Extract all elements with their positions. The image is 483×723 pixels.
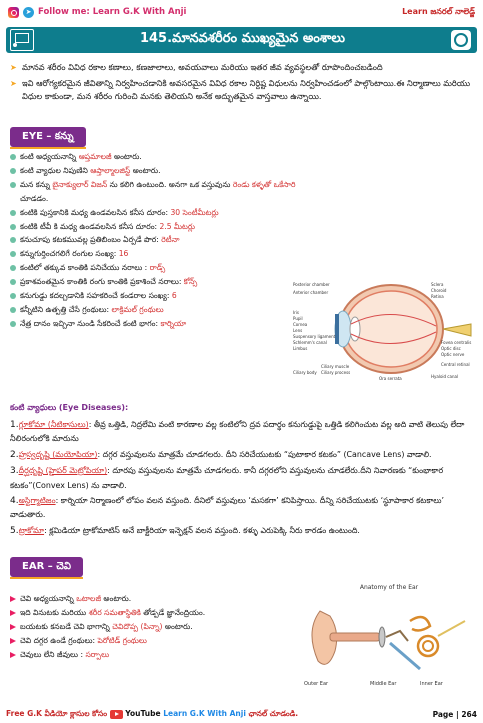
- svg-text:Optic nerve: Optic nerve: [441, 352, 465, 357]
- header-right-text: Learn జనరల్ నాలెడ్జ్: [402, 6, 475, 16]
- disease-item: 4.అస్టిగ్మాటిజం: కార్నియా నిర్మాణంలో లోపం వలన వస్తుంది. దీనిలో వస్తువులు ‘మసకగా’ కనిపిస్తాయి. దీన్ని సరిచేయుటకు ‘స్థూపాకార కటకాలు’ వాడుతారు.: [10, 496, 445, 520]
- ear-section-heading: EAR – చెవి: [10, 557, 83, 577]
- intro-paragraph: ➤ ఇవి ఆరోగ్యకరమైన జీవితాన్ని నిర్వహించడానికి అవసరమైన వివిధ రకాల నిర్దిష్ట విధులను నిర్వహించడంలో పాల్గొంటాయి.ఈ నిర్మాణాలు మరియు విధుల కాకుండా, మన శరీరం గురించి మనకు తెలియని అనేక అద్భుతమైన వాస్తవాలు ఉన్నాయి.: [10, 77, 476, 104]
- follow-banner: [8, 7, 186, 18]
- ear-diagram-title: Anatomy of the Ear: [359, 584, 419, 591]
- svg-text:Fovea centralis: Fovea centralis: [441, 340, 472, 345]
- svg-text:Ciliary process: Ciliary process: [321, 370, 351, 375]
- list-item: కనుగుడ్డు కదల్చడానికి సహకరించే కండరాల సంఖ్య: 6: [10, 289, 310, 303]
- disease-item: 2.హ్రస్వదృష్టి (మయోపియా): దగ్గర వస్తువులను మాత్రమే చూడగలరు. దీని సరిచేయుటకు “పుటాకార కటకం” (Cancave Lens) వాడాలి.: [10, 449, 432, 460]
- eye-diseases-heading: కంటి వ్యాధులు (Eye Diseases):: [10, 403, 129, 412]
- disease-item: 5.ట్రాకోమా: క్లమిడియా ట్రాకోమాటిస్ అనే బాక్టీరియా ఇన్ఫెక్షన్ వలన వస్తుంది. కళ్ళు ఎరుపెక్కి నీరు కారడం ఉంటుంది.: [10, 525, 360, 536]
- list-item: కంటికి పుస్తకానికి మధ్య ఉండవలసిన కనీస దూరం: 30 సెంటీమీటర్లు: [10, 206, 310, 220]
- page-number: Page | 264: [432, 710, 477, 719]
- list-item: బయటకు కనబడే చెవి భాగాన్ని చెవిదొప్ప (పిన్నా) అంటారు.: [10, 620, 300, 634]
- ear-anatomy-diagram: [300, 584, 478, 692]
- title-bar: [6, 27, 477, 53]
- svg-text:Central retinal: Central retinal: [441, 362, 470, 367]
- teacher-board-icon: [10, 29, 34, 51]
- list-item: చెవి అధ్యయనాన్ని ఒటాలజీ అంటారు.: [10, 592, 300, 606]
- svg-text:Limbus: Limbus: [293, 346, 308, 351]
- list-item: కంటి వ్యాధుల నిపుణిని ఆప్తాల్మాలజిస్ట్ అంటారు.: [10, 164, 310, 178]
- svg-text:Iris: Iris: [293, 310, 300, 315]
- svg-text:Schlemm's canal: Schlemm's canal: [293, 340, 327, 345]
- list-item: ప్రకాశవంతమైన కాంతికి రంగు కాంతికి ప్రకాశించే నరాలు: కోన్స్: [10, 275, 310, 289]
- eye-facts-list: [10, 150, 310, 331]
- page-title: 145.మానవశరీరం ముఖ్యమైన అంశాలు: [139, 31, 346, 46]
- svg-text:Ciliary muscle: Ciliary muscle: [321, 364, 350, 369]
- svg-text:Hyaloid canal: Hyaloid canal: [431, 374, 459, 379]
- list-item: చెవి దగ్గర ఉండే గ్రంథులు: పెరోటిడ్ గ్రంథులు: [10, 634, 300, 648]
- top-bar: [0, 0, 483, 24]
- svg-text:Posterior chamber: Posterior chamber: [293, 282, 330, 287]
- list-item: కంటిలో తక్కువ కాంతికి పనిచేయు నరాలు : రాడ్స్: [10, 261, 310, 275]
- list-item: కన్నీటిని ఉత్పత్తి చేసే గ్రంథులు: లాక్రిమల్ గ్రంథులు: [10, 303, 310, 317]
- svg-text:Sclera: Sclera: [431, 282, 444, 287]
- svg-text:Pupil: Pupil: [293, 316, 303, 321]
- list-item: నేత్ర దానం ఇచ్చినా నుండి సేకరించే కంటి భాగం: కార్నియా: [10, 317, 310, 331]
- svg-text:Cornea: Cornea: [293, 322, 308, 327]
- list-item: మన కన్ను బైనాక్యులార్ విజన్ ను కలిగి ఉంటుంది. అనగా ఒక వస్తువును రెండు కళ్ళతో ఒకేసారి చూడడం.: [10, 178, 310, 206]
- list-item: కన్నుగుర్తించగలిగే రంగుల సంఖ్య: 16: [10, 247, 310, 261]
- youtube-icon: [110, 710, 123, 719]
- footer-left: Free G.K వీడియో క్లాసుల కోసం YouTube Learn G.K With Anji ఛానల్ చూడండి.: [6, 709, 299, 718]
- svg-text:Inner Ear: Inner Ear: [420, 681, 443, 687]
- list-item: ఇది వినుటకు మరియు శరీర సమతాస్థితికి తోడ్పడే జ్ఞానేంద్రియం.: [10, 606, 300, 620]
- svg-text:Middle Ear: Middle Ear: [370, 681, 397, 687]
- ear-facts-list: [10, 592, 300, 662]
- brain-icon: [451, 30, 471, 50]
- instagram-icon: [8, 7, 19, 18]
- follow-text: Follow me: Learn G.K With Anji: [38, 7, 187, 17]
- footer: [0, 706, 483, 723]
- telegram-icon: ➤: [23, 7, 34, 18]
- svg-text:Outer Ear: Outer Ear: [304, 681, 329, 687]
- disease-item: 1.గ్లూకోమా (నీటికాసులు): తీవ్ర ఒత్తిడి, నిద్రలేమి వంటి కారణాల వల్ల కంటిలోని ద్రవ పదార్థం కనుగుడ్డుపై ఒత్తిడి కలిగించుట వల్ల అది వాటి తెలుపు లేదా నీలిరంగులోకి మారును: [10, 420, 465, 444]
- svg-text:Ora serrata: Ora serrata: [379, 376, 402, 381]
- svg-text:Retina: Retina: [431, 294, 444, 299]
- list-item: కంటికి టీవీ కి మధ్య ఉండవలసిన కనీస దూరం: 2.5 మీటర్లు: [10, 220, 310, 234]
- svg-text:Ciliary body: Ciliary body: [293, 370, 317, 375]
- svg-text:Optic disc: Optic disc: [441, 346, 461, 351]
- list-item: కనుచూపు కటకమువల్ల ప్రతిబింబం ఏర్పడే పొర: రెటీనా: [10, 233, 310, 247]
- intro-section: [10, 61, 476, 106]
- eye-section-heading: EYE – కన్ను: [10, 127, 86, 147]
- eye-anatomy-diagram: [291, 274, 477, 384]
- svg-text:Choroid: Choroid: [431, 288, 447, 293]
- eye-diseases-list: [10, 418, 478, 540]
- svg-text:Suspensory ligament: Suspensory ligament: [293, 334, 336, 339]
- svg-text:Lens: Lens: [293, 328, 303, 333]
- svg-text:Anterior chamber: Anterior chamber: [293, 290, 329, 295]
- disease-item: 3.దీర్ఘదృష్టి (హైపర్ మెట్రోపియా): దూరపు వస్తువులను మాత్రమే చూడగలరు. కానీ దగ్గరలోని వస్తువులను చూడలేరు.దీని నివారణకు “కుంభాకార కటకం”(Convex Lens) ను వాడాలి.: [10, 466, 444, 490]
- intro-paragraph: ➤ మానవ శరీరం వివిధ రకాల కణాలు, కణజాలాలు, అవయవాలు మరియు ఇతర జీవ వ్యవస్థలతో రూపొందించబడింది: [10, 61, 476, 75]
- list-item: కంటి అధ్యయనాన్ని ఆప్తమాలజీ అంటారు.: [10, 150, 310, 164]
- list-item: చెవులు లేని జీవులు : సర్పాలు: [10, 648, 300, 662]
